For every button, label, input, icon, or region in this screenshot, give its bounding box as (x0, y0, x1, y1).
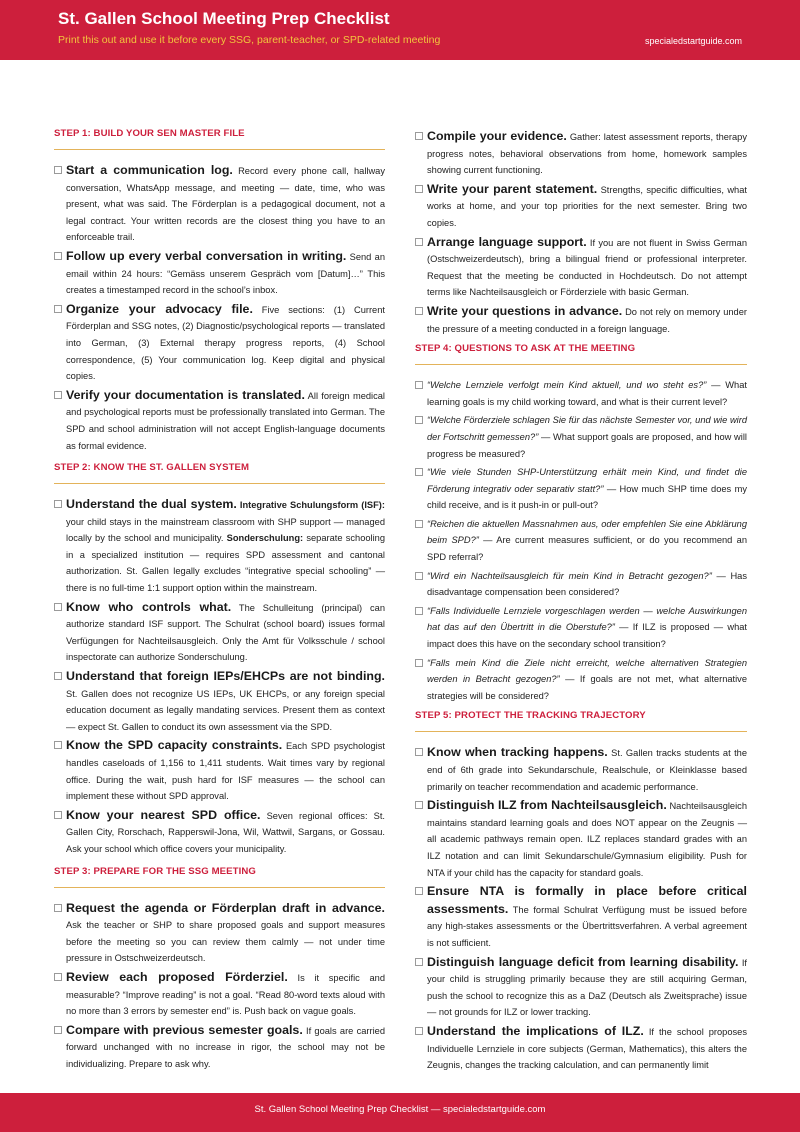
checkbox[interactable] (415, 607, 423, 615)
item-text: — Has disadvantage compensation been considered? (427, 570, 747, 598)
checkbox[interactable] (415, 132, 423, 140)
checklist-item (415, 603, 747, 653)
checkbox[interactable] (415, 748, 423, 756)
checklist-item (415, 412, 747, 462)
checklist-item (415, 954, 747, 1021)
checklist-item (54, 807, 385, 858)
checkbox[interactable] (415, 238, 423, 246)
item-lead: Know when tracking happens. (427, 745, 608, 760)
checklist-item (415, 797, 747, 881)
german-question: “Falls Individuelle Lernziele vorgeschlagen werden — welche Auswirkungen hat das auf den Übertritt in die Oberstufe?” (427, 605, 747, 633)
checkbox[interactable] (415, 1027, 423, 1035)
item-text: St. Gallen tracks students at the end of 6th grade into Sekundarschule, Realschule, or Kleinklasse based primarily on teacher recommendation and academic performance. (427, 748, 747, 792)
item-lead: Write your parent statement. (427, 181, 598, 196)
checklist-item (54, 496, 385, 597)
item-text: Gather: latest assessment reports, therapy progress notes, behavioral observations from home, homework samples showing current functioning. (427, 132, 747, 176)
page-footer: St. Gallen School Meeting Prep Checklist — specialedstartguide.com (0, 1093, 800, 1132)
checkbox[interactable] (415, 381, 423, 389)
german-question: “Falls mein Kind die Ziele nicht erreicht, welche alternativen Strategien werden in Betracht gezogen?” (427, 657, 747, 685)
checklist-item (415, 303, 747, 337)
item-text: The Schulleitung (principal) can authorize standard ISF support. The Schulrat (school board) issues formal Verfügungen for Nachteilsausgleich. Only the Amt für Volksschule / school inspectorate can authorize Sonderschulung. (66, 602, 385, 663)
item-text: St. Gallen does not recognize US IEPs, UK EHCPs, or any foreign special education document as legally mandating services. Present them as context — expect St. Gallen to conduct its own assessment via the SPD. (66, 688, 385, 732)
document-title: St. Gallen School Meeting Prep Checklist (58, 9, 390, 28)
checklist-item (415, 516, 747, 566)
item-text: — If ILZ is proposed — what impact does this have on the secondary school transition? (427, 622, 747, 650)
item-text: — If goals are not met, what alternative strategies will be considered? (427, 674, 747, 701)
checklist-item (54, 900, 385, 967)
item-text: your child stays in the mainstream classroom with SHP support — managed locally by the school and municipality. (66, 516, 385, 544)
item-text: Record every phone call, hallway conversation, WhatsApp message, and meeting — date, time, who was present, what was said. The Förderplan is a pedagogical document, not a legal contract. Your written records are the closest thing you have to an enforceable trail. (66, 166, 385, 243)
item-lead: Know who controls what. (66, 599, 232, 614)
german-question: “Wird ein Nachteilsausgleich für mein Kind in Betracht gezogen?” (427, 570, 712, 581)
item-lead: Know the SPD capacity constraints. (66, 738, 283, 753)
item-text: Nachteilsausgleich maintains standard learning goals and does NOT appear on the Zeugnis — all academic pathways remain open. ILZ replaces standard grades with an ILZ notation and can limit Sekundarschule/Gymnasium eligibility. Push for NTA if your child has the capacity for standard goals. (427, 801, 747, 878)
checkbox[interactable] (54, 904, 62, 912)
item-text: If goals are carried forward unchanged with no increase in rigor, the school may not be individualizing. Prepare to ask why. (66, 1025, 385, 1069)
site-url[interactable]: specialedstartguide.com (644, 36, 742, 46)
checklist-item (54, 162, 385, 246)
item-text: Five sections: (1) Current Förderplan and SSG notes, (2) Diagnostic/psychological reports — translated into German, (3) External therapy progress reports, (4) School correspondence, (5) Your communication log. Keep digital and physical copies. (66, 304, 385, 382)
checklist-item (54, 969, 385, 1020)
item-lead: Compare with previous semester goals. (66, 1022, 303, 1037)
item-lead: Distinguish ILZ from Nachteilsausgleich. (427, 798, 667, 813)
item-text: Ask the teacher or SHP to share proposed goals and support measures before the meeting so you can review them calmly — not under time pressure in Ostschweizerdeutsch. (66, 920, 385, 964)
checkbox[interactable] (54, 1026, 62, 1034)
checkbox[interactable] (415, 572, 423, 580)
item-text: If the school proposes Individuelle Lernziele in core subjects (German, Mathematics), this alters the Zeugnis, changes the tracking calculation, and can permanently limit (427, 1026, 747, 1071)
item-lead: Compile your evidence. (427, 129, 567, 143)
checkbox[interactable] (415, 520, 423, 528)
checkbox[interactable] (415, 887, 423, 895)
checklist-item (415, 1023, 747, 1074)
item-term: Integrative Schulungsform (ISF): (239, 500, 385, 511)
checkbox[interactable] (415, 659, 423, 667)
step-4-heading: STEP 4: QUESTIONS TO ASK AT THE MEETING (415, 343, 747, 365)
right-column (415, 128, 747, 1076)
german-question: “Reichen die aktuellen Massnahmen aus, oder empfehlen Sie eine Abklärung beim SPD?” (427, 518, 747, 546)
step-5-heading: STEP 5: PROTECT THE TRACKING TRAJECTORY (415, 710, 747, 732)
item-text: — What learning goals is my child working toward, and what is their current level? (427, 380, 747, 407)
item-text: If your child is struggling primarily because they are still acquiring German, push the school to recognize this as a DaZ (Deutsch als Zweitsprache) issue — not grounds for ILZ or lower tracking. (427, 957, 747, 1018)
item-lead: Arrange language support. (427, 234, 587, 249)
item-lead: Ensure NTA is formally in place before critical assessments. (427, 884, 747, 916)
item-text: Do not rely on memory under the pressure of a meeting conducted in a foreign language. (427, 306, 747, 334)
checkbox[interactable] (54, 500, 62, 508)
checklist-item (54, 599, 385, 666)
checkbox[interactable] (54, 305, 62, 313)
item-lead: Start a communication log. (66, 163, 233, 177)
checkbox[interactable] (54, 811, 62, 819)
checkbox[interactable] (54, 973, 62, 981)
checklist-item (54, 248, 385, 299)
item-text: separate schooling in a specialized institution — requires SPD assessment and cantonal authorization. St. Gallen legally excludes “integrative special schooling” — there is no full-time 1:1 support option within the mainstream. (66, 533, 386, 594)
checklist-item (415, 655, 747, 705)
item-lead: Verify your documentation is translated. (66, 387, 305, 402)
checkbox[interactable] (415, 801, 423, 809)
step-1-heading: STEP 1: BUILD YOUR SEN MASTER FILE (54, 128, 385, 150)
item-text: All foreign medical and psychological reports must be professionally translated into German. The SPD and school administration will not accept English-language documents as formal evidence. (66, 390, 385, 451)
item-text: The formal Schulrat Verfügung must be issued before any high-stakes assessments or the Übertrittsverfahren. A verbal agreement is not sufficient. (427, 904, 747, 948)
item-lead: Understand that foreign IEPs/EHCPs are not binding. (66, 669, 385, 684)
item-lead: Organize your advocacy file. (66, 301, 253, 316)
checkbox[interactable] (415, 307, 423, 315)
item-lead: Request the agenda or Förderplan draft in advance. (66, 900, 385, 915)
checkbox[interactable] (54, 166, 62, 174)
checklist-item (54, 1022, 385, 1073)
checkbox[interactable] (54, 603, 62, 611)
checklist-item (415, 744, 747, 795)
german-question: “Welche Förderziele schlagen Sie für das nächste Semester vor, und wie wird der Fortschritt gemessen?” (427, 415, 747, 442)
checklist-item (415, 883, 747, 951)
item-lead: Understand the dual system. (66, 497, 237, 512)
checkbox[interactable] (415, 958, 423, 966)
item-lead: Understand the implications of ILZ. (427, 1023, 644, 1038)
checklist-item (54, 668, 385, 735)
german-question: “Welche Lernziele verfolgt mein Kind aktuell, und wo steht es?” (427, 380, 707, 391)
checklist-item (415, 181, 747, 232)
item-lead: Distinguish language deficit from learning disability. (427, 954, 739, 969)
step-2-heading: STEP 2: KNOW THE ST. GALLEN SYSTEM (54, 462, 385, 484)
item-text: Each SPD psychologist handles caseloads of 1,156 to 1,411 students. Wait times vary by regional office. During the wait, push hard for ISF measures — the school can implement these without SPD approval. (66, 741, 385, 802)
item-text: Is it specific and measurable? “Improve reading” is not a goal. “Read 80-word texts aloud with no more than 3 errors by semester end” is. Push back on vague goals. (66, 972, 386, 1017)
item-term: Sonderschulung: (226, 533, 304, 544)
checklist-item (54, 387, 385, 454)
checkbox[interactable] (415, 416, 423, 424)
checkbox[interactable] (54, 672, 62, 680)
item-lead: Write your questions in advance. (427, 303, 623, 318)
item-lead: Know your nearest SPD office. (66, 807, 261, 822)
item-text: — Are current measures sufficient, or do you recommend an SPD referral? (427, 535, 747, 563)
item-lead: Review each proposed Förderziel. (66, 969, 288, 984)
checklist-item (415, 464, 747, 514)
checkbox[interactable] (54, 252, 62, 260)
checklist-item (415, 377, 747, 410)
checkbox[interactable] (415, 185, 423, 193)
item-text: Seven regional offices: St. Gallen City, Rorschach, Rapperswil-Jona, Wil, Wattwil, Sargans, or Gossau. Ask your school which office covers your municipality. (66, 810, 385, 854)
checklist-item (415, 568, 747, 601)
checkbox[interactable] (54, 391, 62, 399)
checkbox[interactable] (54, 741, 62, 749)
item-text: If you are not fluent in Swiss German (Ostschweizerdeutsch), bring a bilingual friend or professional interpreter. Request that the meeting be conducted in Hochdeutsch. Do not attempt terms like Nachteilsausgleich or Förderziele with basic German. (427, 237, 747, 298)
checklist-item (54, 301, 385, 385)
step-3-heading: STEP 3: PREPARE FOR THE SSG MEETING (54, 866, 385, 888)
item-text: Strengths, specific difficulties, what works at home, and your top priorities for the next semester. Bring two copies. (427, 184, 747, 228)
checklist-item (54, 737, 385, 804)
german-question: “Wie viele Stunden SHP-Unterstützung erhält mein Kind, und findet die Förderung integrativ oder separativ statt?” (427, 467, 747, 494)
item-text: — What support goals are proposed, and how will progress be measured? (427, 431, 747, 459)
checklist-item (415, 234, 747, 301)
page-header (0, 0, 800, 60)
left-column (54, 128, 385, 1075)
checkbox[interactable] (415, 468, 423, 476)
item-text: — How much SHP time does my child receive, and is it push-in or pull-out? (427, 483, 747, 511)
checklist-item (415, 128, 747, 179)
item-lead: Follow up every verbal conversation in writing. (66, 248, 347, 263)
item-text: Send an email within 24 hours: “Gemäss unserem Gespräch vom [Datum]…” This creates a timestamped record in the school’s inbox. (66, 251, 385, 296)
document-subtitle: Print this out and use it before every SSG, parent-teacher, or SPD-related meeting (58, 34, 441, 46)
